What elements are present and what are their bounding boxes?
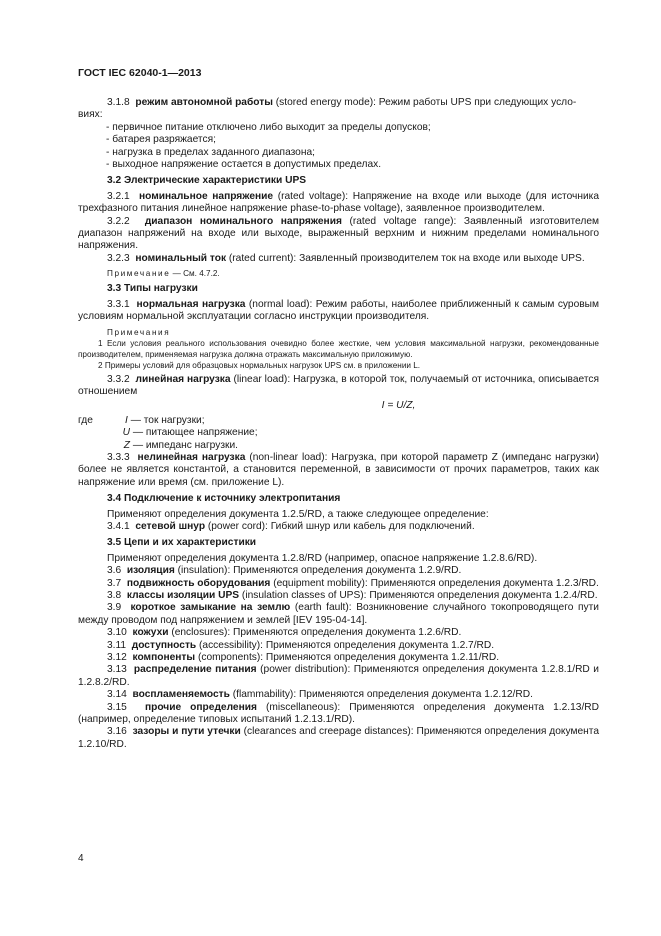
note-3-2-3: Примечание — См. 4.7.2. [107, 269, 220, 279]
list-item: - нагрузка в пределах заданного диапазона; [106, 146, 315, 158]
clause-3-11: 3.11 доступность (accessibility): Применяются определения документа 1.2.7/RD. [107, 639, 495, 651]
clause-3-6: 3.6 изоляция (insulation): Применяются определения документа 1.2.9/RD. [107, 565, 462, 577]
clause-3-3-3: 3.3.3 нелинейная нагрузка (non-linear load): Нагрузка, при которой параметр Z (импеданс нагрузки) более не является константой, а становится переменной, в зависимости от прочих параметров, таких как напряжение или время (см. приложение L). [78, 451, 599, 488]
notes-label: Примечания [107, 327, 171, 337]
clause-3-2-1: 3.2.1 номинальное напряжение (rated voltage): Напряжение на входе или выходе (для источника трехфазного питания линейное напряжение phase-to-phase voltage), заявленное производителем. [78, 190, 599, 215]
note-item: 2 Примеры условий для образцовых нормальных нагрузок UPS см. в приложении L. [98, 360, 421, 370]
where-line: где I — ток нагрузки; [78, 414, 205, 426]
formula: I = U/Z, [381, 400, 416, 412]
note-item: 1 Если условия реального использования очевидно более жесткие, чем условия максимальной нагрузки, рекомендованные производителем, применяемая нагрузка должна отражать максимальную приложимую. [78, 338, 599, 359]
list-item: - батарея разряжается; [106, 134, 216, 146]
page-number: 4 [78, 853, 84, 864]
clause-3-2-2: 3.2.2 диапазон номинального напряжения (rated voltage range): Заявленный изготовителем диапазон напряжений на входе или выходе, выраженный верхним и нижним пределами номинального напряжения. [78, 215, 599, 252]
clause-3-15: 3.15 прочие определения (miscellaneous): Применяются определения документа 1.2.13/RD (например, определение типовых испытаний 1.2.13.1/RD). [78, 701, 600, 726]
section-heading-3-4: 3.4 Подключение к источнику электропитания [107, 493, 341, 505]
paragraph: Применяют определения документа 1.2.8/RD (например, опасное напряжение 1.2.8.6/RD). [107, 552, 538, 564]
where-line: U — питающее напряжение; [122, 427, 258, 439]
clause-3-8: 3.8 классы изоляции UPS (insulation classes of UPS): Применяются определения документа 1.2.4/RD. [107, 590, 598, 601]
clause-3-3-1: 3.3.1 нормальная нагрузка (normal load): Режим работы, наиболее приближенный к самым суровым условиям нормальной эксплуатации согласно инструкции производителя. [78, 298, 599, 323]
clause-3-1-8: 3.1.8 режим автономной работы (stored energy mode): Режим работы UPS при следующих усло- [107, 97, 577, 108]
section-heading-3-2: 3.2 Электрические характеристики UPS [107, 175, 307, 187]
list-item: - выходное напряжение остается в допустимых пределах. [106, 159, 382, 171]
clause-3-16: 3.16 зазоры и пути утечки (clearances and creepage distances): Применяются определения документа 1.2.10/RD. [78, 726, 599, 750]
section-heading-3-5: 3.5 Цепи и их характеристики [107, 537, 257, 549]
clause-3-1-8-cont: виях: [78, 109, 103, 121]
list-item: - первичное питание отключено либо выходит за пределы допусков; [106, 121, 431, 133]
clause-3-2-3: 3.2.3 номинальный ток (rated current): Заявленный производителем ток на входе или выходе UPS. [107, 252, 585, 264]
section-heading-3-3: 3.3 Типы нагрузки [107, 283, 198, 295]
clause-3-12: 3.12 компоненты (components): Применяются определения документа 1.2.11/RD. [107, 652, 500, 664]
document-body [78, 97, 599, 751]
clause-3-3-2: 3.3.2 линейная нагрузка (linear load): Нагрузка, в которой ток, получаемый от источника, описывается отношением [78, 373, 599, 397]
clause-3-7: 3.7 подвижность оборудования (equipment mobility): Применяются определения документа 1.2.3/RD. [107, 577, 599, 589]
clause-3-14: 3.14 воспламеняемость (flammability): Применяются определения документа 1.2.12/RD. [107, 689, 533, 701]
clause-3-13: 3.13 распределение питания (power distribution): Применяются определения документа 1.2.8.1/RD и 1.2.8.2/RD. [78, 664, 599, 688]
clause-3-9: 3.9 короткое замыкание на землю (earth fault): Возникновение случайного токопроводящего пути между проводом под напряжением и землей [IEV 195-04-14]. [78, 602, 599, 626]
clause-3-10: 3.10 кожухи (enclosures): Применяются определения документа 1.2.6/RD. [107, 627, 462, 639]
where-line: Z — импеданс нагрузки. [123, 439, 238, 451]
paragraph: Применяют определения документа 1.2.5/RD, а также следующее определение: [107, 508, 489, 520]
clause-3-4-1: 3.4.1 сетевой шнур (power cord): Гибкий шнур или кабель для подключений. [107, 520, 475, 532]
document-header: ГОСТ IEC 62040-1—2013 [78, 67, 202, 79]
